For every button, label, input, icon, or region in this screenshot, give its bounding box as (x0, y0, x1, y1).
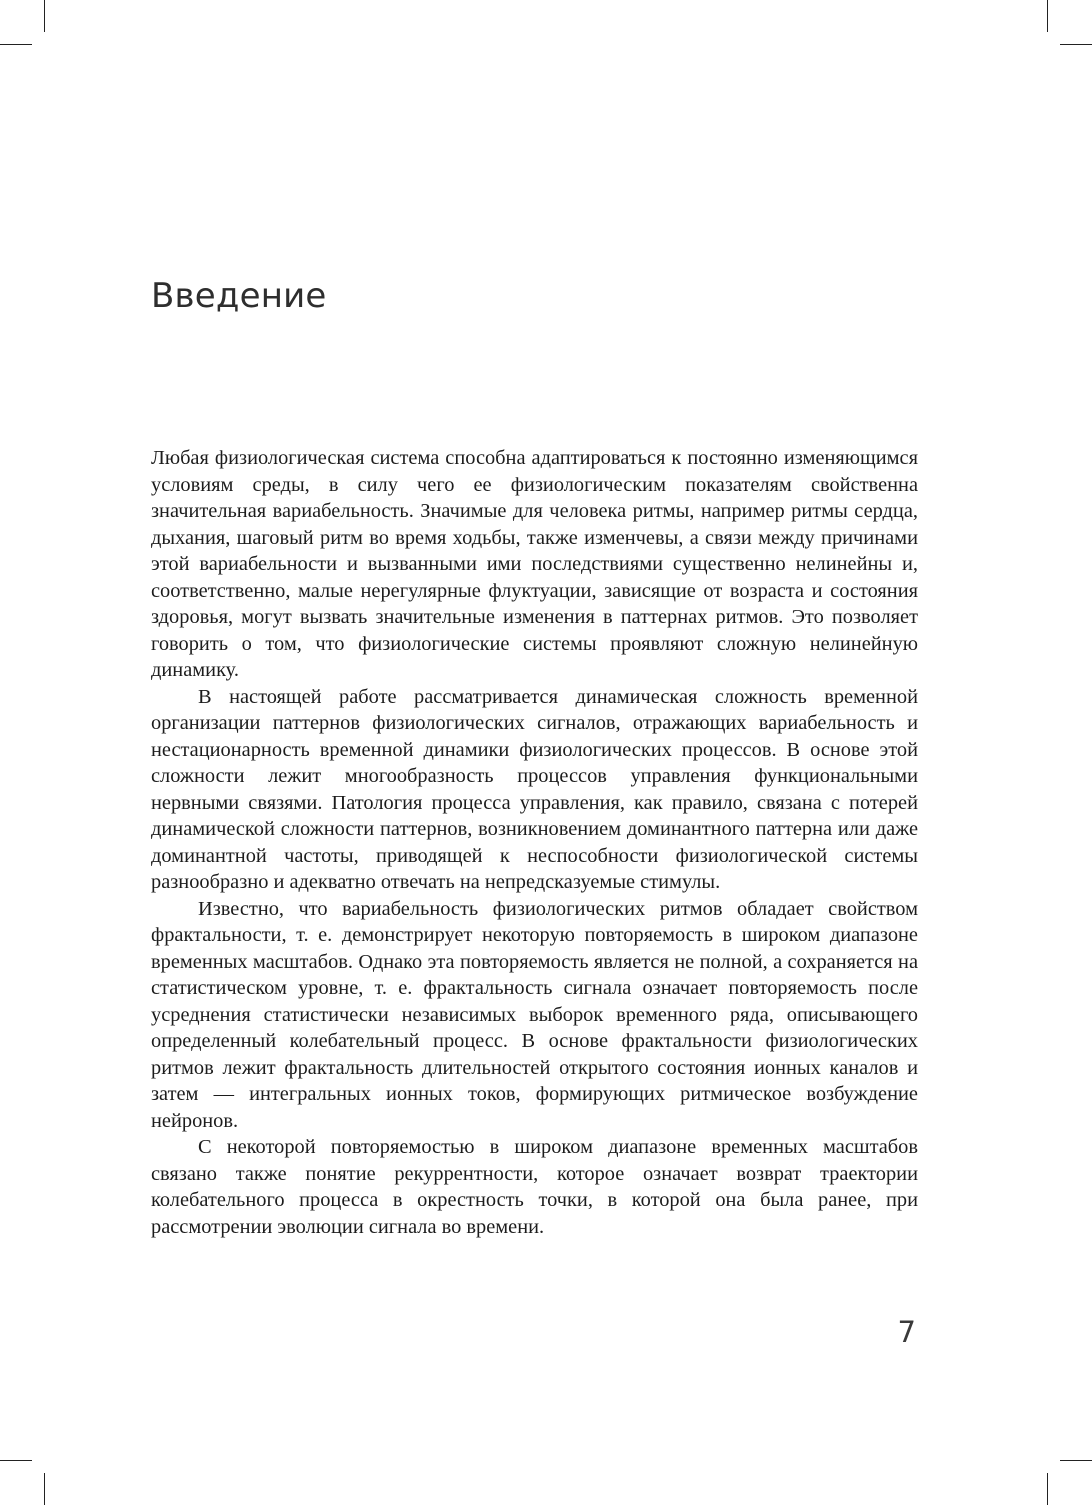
paragraph-4: С некоторой повторяемостью в широком диапазоне временных масштабов связано также понятие рекуррентности, которое означает возврат траектории колебательного процесса в окрестность точки, в которой она была ранее, при рассмотрении эволюции сигнала во времени. (151, 1136, 918, 1238)
crop-mark-top-left-horizontal (0, 44, 32, 45)
crop-mark-bottom-left-vertical (44, 1473, 45, 1505)
crop-mark-top-left-vertical (44, 0, 45, 32)
page-number: 7 (897, 1315, 916, 1349)
paragraph-2: В настоящей работе рассматривается динамическая сложность временной организации паттернов физиологических сигналов, отражающих вариабельность и нестационарность временной динамики физиологических процессов. В основе этой сложности лежит многообразность процессов управления функциональными нервными связями. Патология процесса управления, как правило, связана с потерей динамической сложности паттернов, возникновением доминантного паттерна или даже доминантной частоты, приводящей к неспособности физиологической системы разнообразно и адекватно отвечать на непредсказуемые стимулы. (151, 685, 918, 893)
chapter-title: Введение (151, 276, 327, 316)
crop-mark-top-right-vertical (1047, 0, 1048, 32)
paragraph-3: Известно, что вариабельность физиологических ритмов обладает свойством фрактальности, т. е. демонстрирует некоторую повторяемость в широком диапазоне временных масштабов. Однако эта повторяемость является не полной, а сохраняется на статистическом уровне, т. е. фрактальность сигнала означает повторяемость после усреднения статистически независимых выборок временного ряда, описывающего определенный колебательный процесс. В основе фрактальности физиологических ритмов лежит фрактальность длительностей открытого состояния ионных каналов и затем — интегральных ионных токов, формирующих ритмическое возбуждение нейронов. (151, 897, 918, 1132)
crop-mark-top-right-horizontal (1060, 44, 1092, 45)
crop-mark-bottom-right-horizontal (1060, 1460, 1092, 1461)
chapter-body (151, 445, 918, 1240)
crop-mark-bottom-left-horizontal (0, 1460, 32, 1461)
crop-mark-bottom-right-vertical (1047, 1473, 1048, 1505)
paragraph-1: Любая физиологическая система способна адаптироваться к постоянно изменяющимся условиям среды, в силу чего ее физиологическим показателям свойственна значительная вариабельность. Значимые для человека ритмы, например ритмы сердца, дыхания, шаговый ритм во время ходьбы, также изменчевы, а связи между причинами этой вариабельности и вызванными ими последствиями существенно нелинейны и, соответственно, малые нерегулярные флуктуации, зависящие от возраста и состояния здоровья, могут вызвать значительные изменения в паттернах ритмов. Это позволяет говорить о том, что физиологические системы проявляют сложную нелинейную динамику. (151, 447, 918, 681)
